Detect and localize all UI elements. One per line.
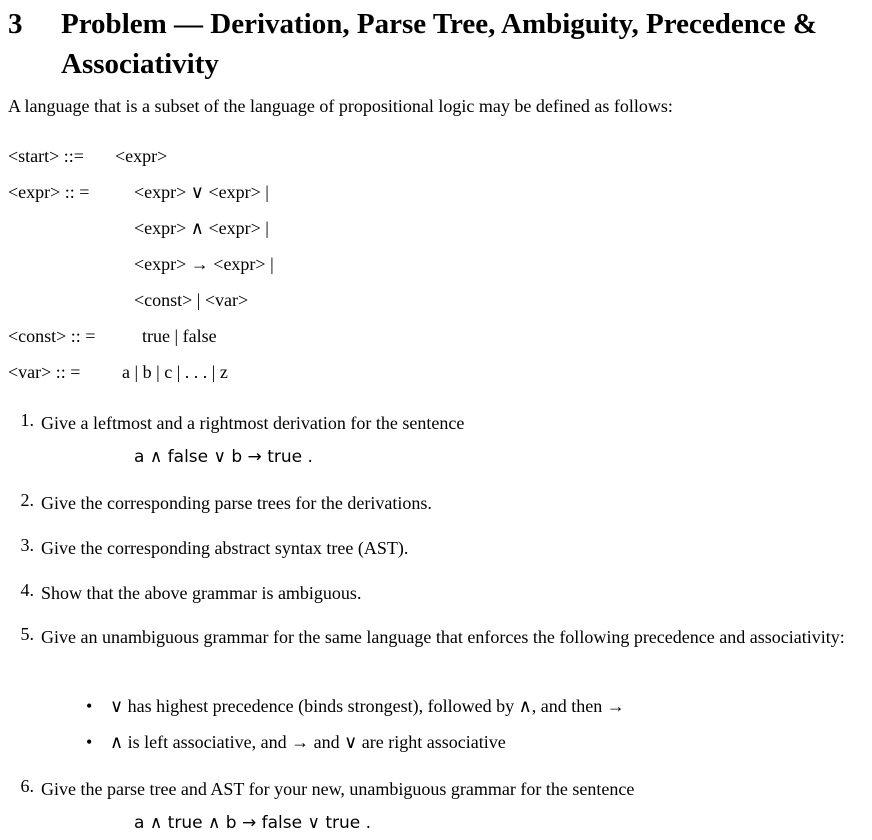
intro-paragraph: A language that is a subset of the language of propositional logic may be defined as follows:: [8, 96, 673, 116]
grammar-start-rhs: <expr>: [115, 146, 168, 166]
question-1-sentence: a ∧ false ∨ b → true .: [134, 447, 313, 467]
bullet-dot: •: [86, 732, 93, 752]
question-text: Give the corresponding abstract syntax tree (AST).: [41, 538, 409, 558]
question-text: Show that the above grammar is ambiguous.: [41, 583, 362, 603]
question-text: Give the parse tree and AST for your new, unambiguous grammar for the sentence: [41, 779, 635, 799]
grammar-const-lhs: <const> :: =: [8, 326, 96, 346]
grammar-start-lhs: <start> ::=: [8, 146, 84, 166]
grammar-const-rhs: true | false: [142, 326, 217, 346]
question-text: Give an unambiguous grammar for the same language that enforces the following precedence and associativity:: [41, 627, 845, 647]
grammar-var-rhs: a | b | c | . . . | z: [122, 362, 228, 382]
grammar-expr-alt-2: <expr> ∧ <expr> |: [134, 218, 269, 238]
bullet-text: ∨ has highest precedence (binds strongest), followed by ∧, and then →: [110, 696, 625, 716]
bullet-dot: •: [86, 696, 93, 716]
grammar-expr-lhs: <expr> :: =: [8, 182, 90, 202]
question-number: 3.: [20, 535, 34, 555]
question-number: 4.: [20, 580, 34, 600]
question-text: Give the corresponding parse trees for the derivations.: [41, 493, 432, 513]
grammar-expr-alt-4: <const> | <var>: [134, 290, 249, 310]
question-number: 5.: [20, 624, 34, 644]
question-number: 1.: [20, 410, 34, 430]
bullet-text: ∧ is left associative, and → and ∨ are right associative: [110, 732, 506, 752]
grammar-expr-alt-3: <expr> → <expr> |: [134, 254, 274, 274]
section-number: 3: [8, 8, 23, 40]
grammar-var-lhs: <var> :: =: [8, 362, 81, 382]
section-title: Problem — Derivation, Parse Tree, Ambiguity, Precedence & Associativity: [61, 8, 817, 80]
question-text: Give a leftmost and a rightmost derivation for the sentence: [41, 413, 465, 433]
grammar-expr-alt-1: <expr> ∨ <expr> |: [134, 182, 269, 202]
question-6-sentence: a ∧ true ∧ b → false ∨ true .: [134, 813, 372, 833]
question-number: 2.: [20, 490, 34, 510]
question-number: 6.: [20, 776, 34, 796]
